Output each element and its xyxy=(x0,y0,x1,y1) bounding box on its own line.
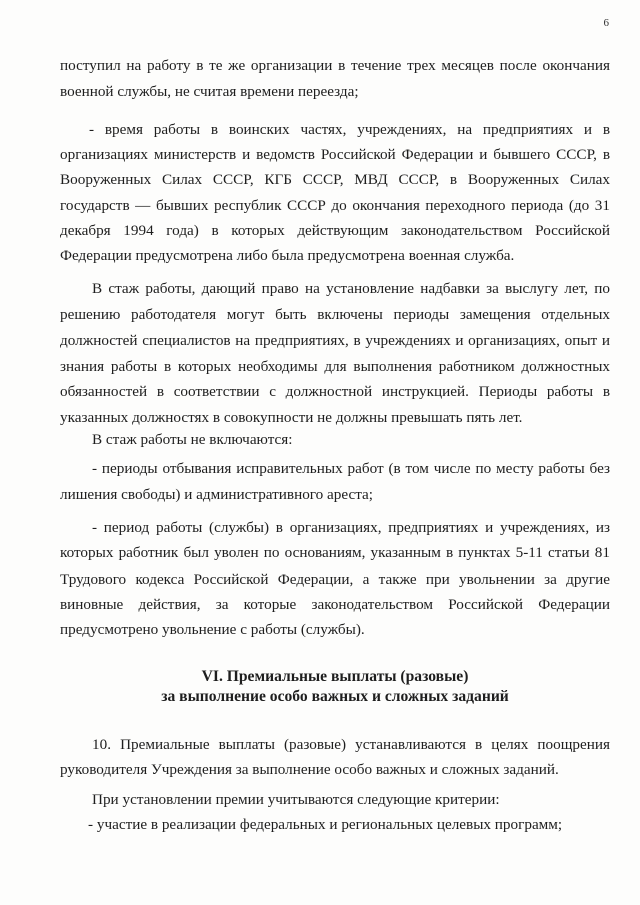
text-line: 10. Премиальные выплаты (разовые) устанавливаются в целях поощрения xyxy=(92,736,610,753)
text-line: государств — бывших республик СССР до окончания переходного периода (до 31 xyxy=(60,197,610,214)
text-line: решению работодателя могут быть включены периоды замещения отдельных xyxy=(60,306,610,323)
text-line: военной службы, не считая времени переезда; xyxy=(60,83,359,100)
text-line: лишения свободы) и административного ареста; xyxy=(60,486,374,503)
text-line: В стаж работы не включаются: xyxy=(92,431,293,448)
text-line: обязанностей в соответствии с должностной инструкцией. Периоды работы в xyxy=(60,383,610,400)
section-heading: VI. Премиальные выплаты (разовые) xyxy=(201,668,469,685)
text-line: - период работы (службы) в организациях, предприятиях и учреждениях, из xyxy=(92,519,610,536)
text-line: должностей специалистов на предприятиях, в учреждениях и организациях, опыт и xyxy=(60,332,610,349)
text-line: виновные действия, за которые законодательством Российской Федерации xyxy=(60,596,610,613)
section-heading: за выполнение особо важных и сложных заданий xyxy=(161,688,509,705)
page-number: 6 xyxy=(603,17,609,29)
text-line: поступил на работу в те же организации в течение трех месяцев после окончания xyxy=(60,57,610,74)
text-line: В стаж работы, дающий право на установление надбавки за выслугу лет, по xyxy=(92,280,610,297)
text-line: - периоды отбывания исправительных работ (в том числе по месту работы без xyxy=(92,460,610,477)
text-line: декабря 1994 года) в которых действующим законодательством Российской xyxy=(60,222,610,239)
text-line: предусмотрено увольнение с работы (службы). xyxy=(60,621,365,638)
text-line: Трудового кодекса Российской Федерации, а также при увольнении за другие xyxy=(60,571,610,588)
text-line: руководителя Учреждения за выполнение особо важных и сложных заданий. xyxy=(60,761,559,778)
text-line: Федерации предусмотрена либо была предусмотрена военная служба. xyxy=(60,247,515,264)
text-line: организациях министерств и ведомств Российской Федерации и бывшего СССР, в xyxy=(60,146,610,163)
text-line: Вооруженных Силах СССР, КГБ СССР, МВД СССР, в Вооруженных Силах xyxy=(60,171,610,188)
text-line: которых работник был уволен по основаниям, указанным в пунктах 5-11 статьи 81 xyxy=(60,544,610,561)
text-line: - время работы в воинских частях, учреждениях, на предприятиях и в xyxy=(89,121,610,138)
text-line: знания работы в которых необходимы для выполнения работником должностных xyxy=(60,358,610,375)
text-line: При установлении премии учитываются следующие критерии: xyxy=(92,791,500,808)
text-line: - участие в реализации федеральных и региональных целевых программ; xyxy=(88,816,563,833)
text-line: указанных должностях в совокупности не должны превышать пять лет. xyxy=(60,409,523,426)
